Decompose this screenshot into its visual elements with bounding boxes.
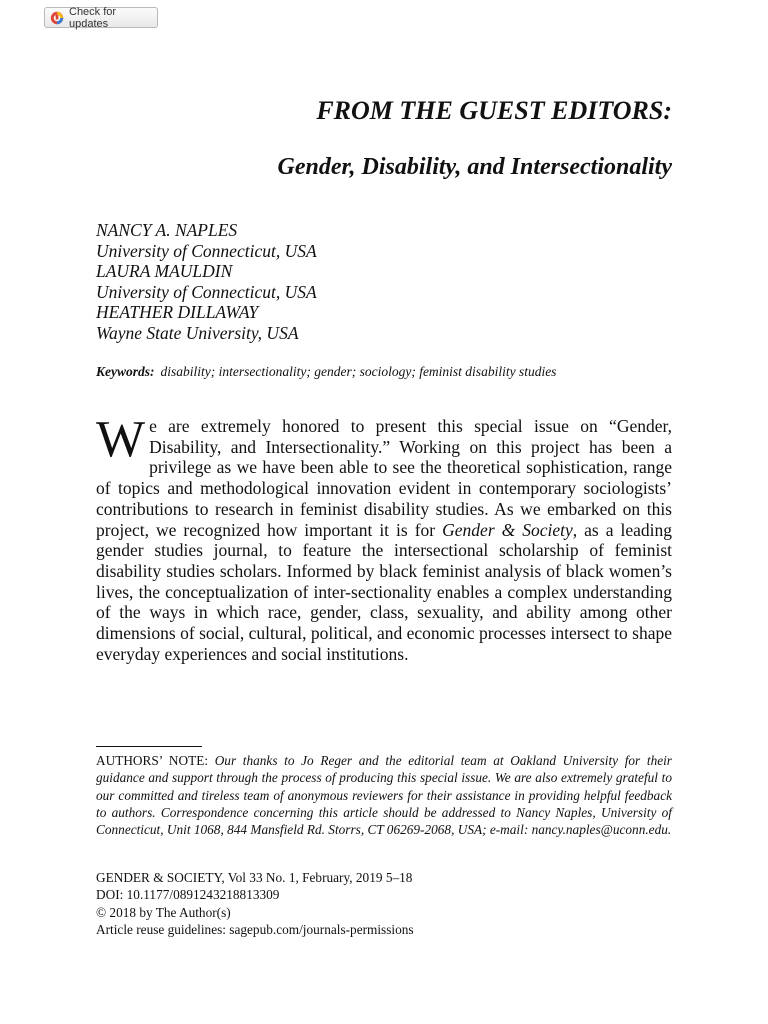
copyright: © 2018 by The Author(s) — [96, 904, 231, 920]
body-paragraph — [96, 411, 673, 664]
keywords-line — [96, 364, 556, 380]
authors-note-label: AUTHORS’ NOTE: — [96, 753, 209, 768]
citation: GENDER & SOCIETY, Vol 33 No. 1, February, 2019 5–18 — [96, 870, 413, 885]
author-name: HEATHER DILLAWAY — [96, 302, 259, 323]
author-affiliation: University of Connecticut, USA — [96, 240, 317, 261]
drop-cap: W — [96, 411, 146, 468]
body-text-part1: e are extremely honored to present this special issue on “Gender, Disability, and Intersectionality.” Working on this project has been a privilege as we have been able to see the theoretical sophistication, range of topics and methodological innovation evident in contemporary sociologists’ contributions to research in feminist disability studies. As we embarked on this project, we recognized how important it is for — [96, 416, 672, 540]
author-affiliation: Wayne State University, USA — [96, 322, 299, 343]
journal-name: Gender & Society — [442, 519, 573, 540]
author-name: LAURA MAULDIN — [96, 261, 233, 282]
doi: DOI: 10.1177/0891243218813309 — [96, 887, 280, 903]
keywords-text: disability; intersectionality; gender; sociology; feminist disability studies — [160, 364, 557, 379]
check-for-updates-label: Check for updates — [69, 5, 117, 30]
publication-info — [96, 869, 414, 939]
authors-note-text: Our thanks to Jo Reger and the editorial team at Oakland University for their guidance and support through the process of producing this special issue. We are also extremely grateful to our committed and tireless team of anonymous reviewers for their assistance in providing helpful feedback to authors. Correspondence concerning this article should be addressed to Nancy Naples, University of Connecticut, Unit 1068, 844 Mansfield Rd. Storrs, CT 06269-2068, USA; e-mail: nancy.naples@uconn.edu. — [96, 753, 672, 838]
check-for-updates-button[interactable] — [44, 7, 158, 28]
footnote-divider — [96, 746, 202, 747]
article-title: Gender, Disability, and Intersectionality — [277, 154, 672, 180]
crossmark-icon — [50, 11, 64, 25]
author-name: NANCY A. NAPLES — [96, 220, 238, 240]
reuse-guidelines: Article reuse guidelines: sagepub.com/journals-permissions — [96, 922, 414, 938]
keywords-label: Keywords: — [96, 364, 155, 379]
authors-note — [96, 752, 672, 838]
section-heading: FROM THE GUEST EDITORS: — [316, 96, 672, 125]
author-list — [96, 220, 317, 344]
author-affiliation: University of Connecticut, USA — [96, 281, 317, 302]
body-text-part2: , as a leading gender studies journal, to feature the intersectional scholarship of feminist disability studies scholars. Informed by black feminist analysis of black women’s lives, the conceptualization of inter-sectionality enables a complex understanding of the ways in which race, gender, class, sexuality, and ability among other dimensions of social, cultural, political, and economic processes intersect to shape everyday experiences and social institutions. — [96, 519, 673, 664]
